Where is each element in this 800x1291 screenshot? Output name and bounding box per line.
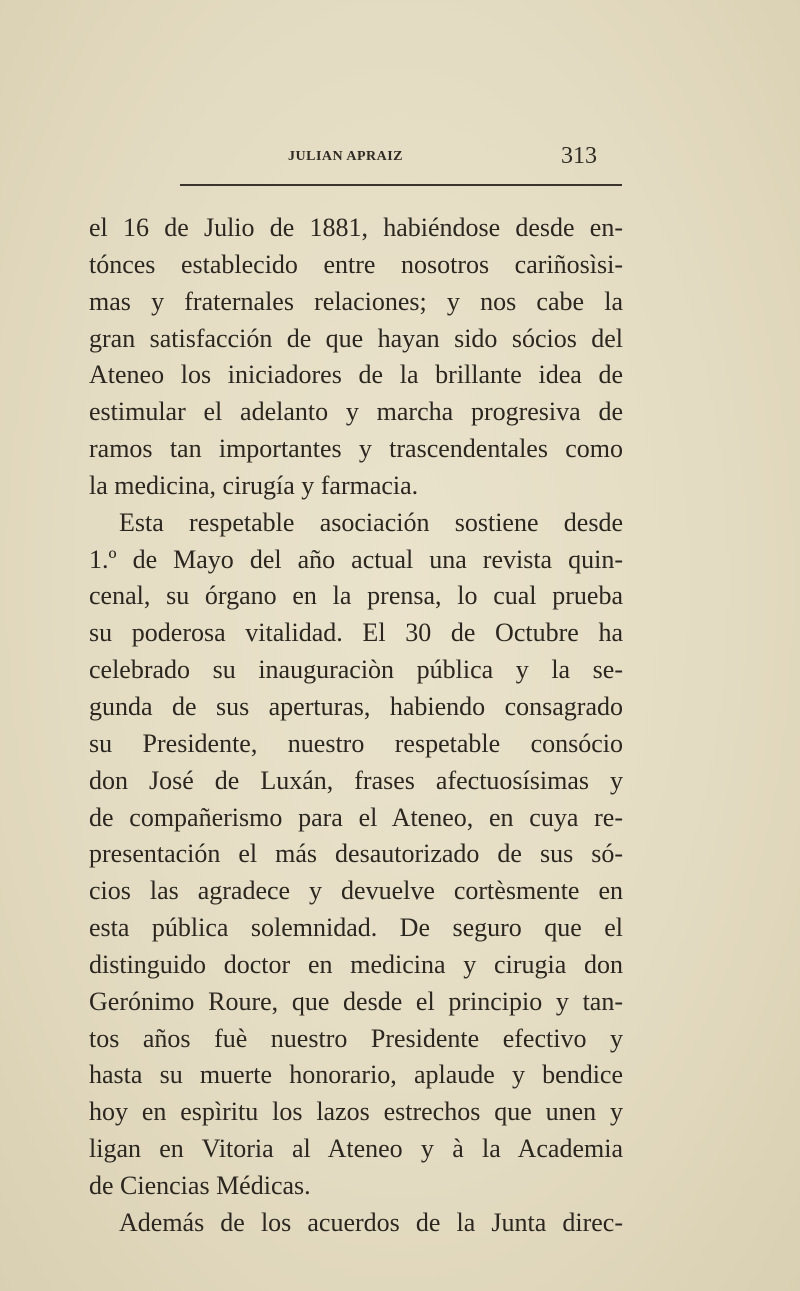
body-text bbox=[89, 210, 623, 1242]
text-line: 1.º de Mayo del año actual una revista quin- bbox=[89, 544, 623, 574]
paragraph-start-line: Además de los acuerdos de la Junta direc- bbox=[119, 1207, 623, 1237]
text-line: hasta su muerte honorario, aplaude y bendice bbox=[89, 1060, 623, 1090]
text-line: estimular el adelanto y marcha progresiva de bbox=[89, 397, 623, 427]
text-line: tónces establecido entre nosotros cariñosìsi- bbox=[89, 249, 623, 279]
text-line: cenal, su órgano en la prensa, lo cual prueba bbox=[89, 581, 623, 611]
text-line: gran satisfacción de que hayan sido sócios del bbox=[89, 323, 623, 353]
text-line: ligan en Vitoria al Ateneo y à la Academia bbox=[89, 1134, 623, 1164]
text-line: celebrado su inauguraciòn pública y la se- bbox=[89, 655, 623, 685]
text-line: de compañerismo para el Ateneo, en cuya re- bbox=[89, 802, 623, 832]
paragraph-start-line: Esta respetable asociación sostiene desde bbox=[119, 507, 623, 537]
text-line: esta pública solemnidad. De seguro que el bbox=[89, 913, 623, 943]
header-rule bbox=[180, 184, 622, 186]
text-line: Gerónimo Roure, que desde el principio y tan- bbox=[89, 986, 623, 1016]
text-line: hoy en espìritu los lazos estrechos que unen y bbox=[89, 1097, 623, 1127]
running-head bbox=[0, 143, 800, 173]
text-line: el 16 de Julio de 1881, habiéndose desde en- bbox=[89, 213, 623, 242]
page-number: 313 bbox=[561, 143, 597, 169]
text-line: cios las agradece y devuelve cortèsmente en bbox=[89, 876, 623, 906]
paragraph-end-line: la medicina, cirugía y farmacia. bbox=[89, 470, 419, 500]
paragraph-end-line: de Ciencias Médicas. bbox=[89, 1170, 311, 1200]
text-line: su poderosa vitalidad. El 30 de Octubre ha bbox=[89, 618, 623, 648]
running-title: JULIAN APRAIZ bbox=[288, 149, 404, 164]
text-line: tos años fuè nuestro Presidente efectivo y bbox=[89, 1023, 623, 1053]
text-line: su Presidente, nuestro respetable consócio bbox=[89, 728, 623, 758]
text-line: ramos tan importantes y trascendentales como bbox=[89, 434, 623, 464]
text-line: mas y fraternales relaciones; y nos cabe la bbox=[89, 286, 623, 316]
text-line: distinguido doctor en medicina y cirugia don bbox=[89, 949, 623, 979]
text-line: Ateneo los iniciadores de la brillante idea de bbox=[89, 360, 623, 390]
text-line: gunda de sus aperturas, habiendo consagrado bbox=[89, 691, 623, 721]
text-line: don José de Luxán, frases afectuosísimas y bbox=[89, 765, 623, 795]
text-line: presentación el más desautorizado de sus só- bbox=[89, 839, 623, 869]
